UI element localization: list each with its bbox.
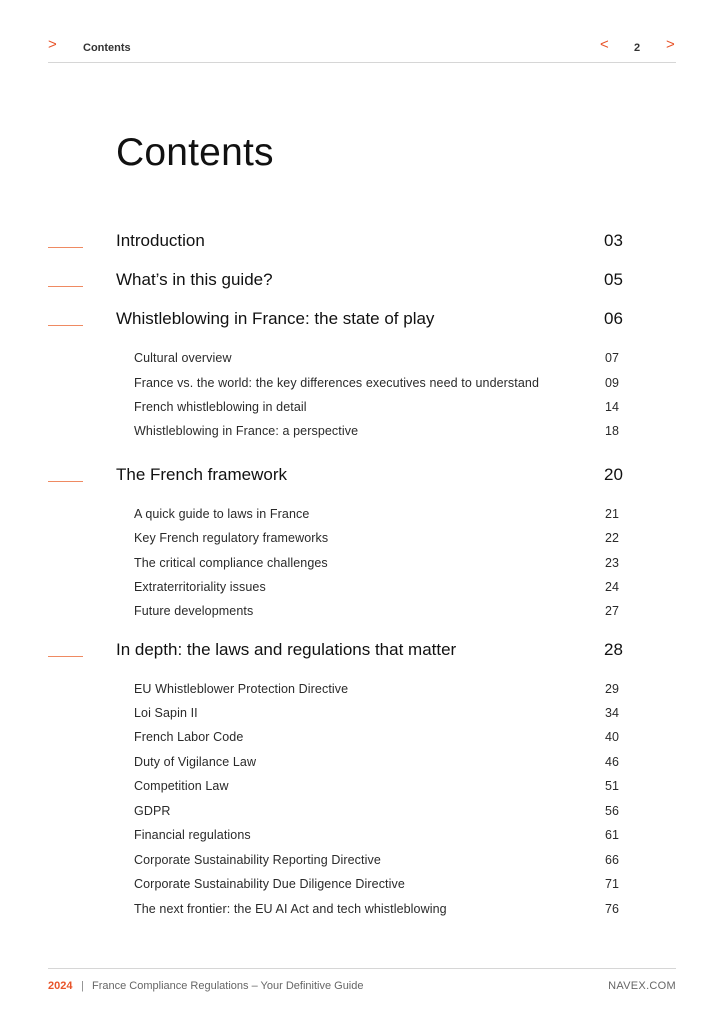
toc-item-label[interactable]: France vs. the world: the key differences executives need to understand (134, 376, 540, 390)
footer-brand-link[interactable]: NAVEX.COM (608, 980, 676, 992)
toc-item-page: 51 (605, 779, 619, 793)
toc-item[interactable] (0, 706, 724, 724)
toc-item[interactable] (0, 804, 724, 822)
section-rule (48, 656, 83, 657)
footer-doc-title: France Compliance Regulations – Your Definitive Guide (92, 980, 364, 992)
section-title[interactable]: Whistleblowing in France: the state of play (116, 309, 435, 328)
footer (48, 968, 676, 999)
section-page: 28 (604, 640, 623, 659)
toc-item-page: 34 (605, 706, 619, 720)
next-page-icon[interactable]: > (666, 36, 675, 53)
toc-item-label[interactable]: Whistleblowing in France: a perspective (134, 424, 359, 438)
toc-item[interactable] (0, 828, 724, 846)
toc-item[interactable] (0, 853, 724, 871)
toc-item-page: 66 (605, 853, 619, 867)
toc-item[interactable] (0, 531, 724, 549)
toc-item-label[interactable]: The critical compliance challenges (134, 556, 328, 570)
toc-section[interactable] (0, 309, 724, 333)
toc-item-page: 61 (605, 828, 619, 842)
toc-section[interactable] (0, 465, 724, 489)
toc-item-page: 56 (605, 804, 619, 818)
toc-section[interactable] (0, 270, 724, 294)
toc-item[interactable] (0, 604, 724, 622)
toc-item-label[interactable]: Extraterritoriality issues (134, 580, 266, 594)
toc-item-page: 46 (605, 755, 619, 769)
toc-item-label[interactable]: Competition Law (134, 779, 229, 793)
toc-item-label[interactable]: Corporate Sustainability Due Diligence Directive (134, 877, 405, 891)
toc-item-page: 71 (605, 877, 619, 891)
toc-item-label[interactable]: French whistleblowing in detail (134, 400, 307, 414)
toc-item[interactable] (0, 424, 724, 442)
header-bar (48, 38, 676, 63)
section-rule (48, 481, 83, 482)
toc-item-label[interactable]: Corporate Sustainability Reporting Directive (134, 853, 381, 867)
toc-item-label[interactable]: Duty of Vigilance Law (134, 755, 257, 769)
toc-item[interactable] (0, 507, 724, 525)
section-page: 06 (604, 309, 623, 328)
toc-item-label[interactable]: Key French regulatory frameworks (134, 531, 329, 545)
toc-item-page: 76 (605, 902, 619, 916)
toc-item-label[interactable]: Loi Sapin II (134, 706, 198, 720)
toc-item[interactable] (0, 902, 724, 920)
toc-item-page: 18 (605, 424, 619, 438)
toc-item-label[interactable]: The next frontier: the EU AI Act and tech whistleblowing (134, 902, 447, 916)
page-number: 2 (634, 42, 641, 54)
toc-item-label[interactable]: A quick guide to laws in France (134, 507, 310, 521)
toc-item[interactable] (0, 580, 724, 598)
toc-item[interactable] (0, 877, 724, 895)
section-page: 05 (604, 270, 623, 289)
section-rule (48, 325, 83, 326)
toc-item-page: 27 (605, 604, 619, 618)
toc-item[interactable] (0, 556, 724, 574)
toc-item-page: 21 (605, 507, 619, 521)
toc-item[interactable] (0, 730, 724, 748)
toc-item-page: 22 (605, 531, 619, 545)
section-rule (48, 286, 83, 287)
toc-item-label[interactable]: Financial regulations (134, 828, 251, 842)
toc-item-label[interactable]: GDPR (134, 804, 171, 818)
section-title[interactable]: What’s in this guide? (116, 270, 273, 289)
section-title[interactable]: Introduction (116, 231, 205, 250)
toc-item-page: 09 (605, 376, 619, 390)
prev-page-icon[interactable]: < (600, 36, 609, 53)
section-page: 20 (604, 465, 623, 484)
toc-item-label[interactable]: Cultural overview (134, 351, 232, 365)
toc-item-label[interactable]: EU Whistleblower Protection Directive (134, 682, 349, 696)
section-rule (48, 247, 83, 248)
toc-item-page: 29 (605, 682, 619, 696)
toc-section[interactable] (0, 231, 724, 255)
toc-item[interactable] (0, 376, 724, 394)
toc-item[interactable] (0, 755, 724, 773)
section-title[interactable]: In depth: the laws and regulations that matter (116, 640, 457, 659)
toc-item-page: 24 (605, 580, 619, 594)
section-page: 03 (604, 231, 623, 250)
section-title[interactable]: The French framework (116, 465, 287, 484)
toc-item-page: 07 (605, 351, 619, 365)
toc-item-page: 23 (605, 556, 619, 570)
breadcrumb: Contents (83, 42, 131, 54)
toc-item-page: 40 (605, 730, 619, 744)
page-title: Contents (116, 131, 274, 174)
toc-item-page: 14 (605, 400, 619, 414)
toc-item-label[interactable]: Future developments (134, 604, 254, 618)
toc-section[interactable] (0, 640, 724, 664)
toc-item[interactable] (0, 779, 724, 797)
toc-item[interactable] (0, 400, 724, 418)
footer-separator: | (81, 980, 84, 992)
toc-item[interactable] (0, 682, 724, 700)
toc-item-label[interactable]: French Labor Code (134, 730, 244, 744)
footer-year: 2024 (48, 980, 73, 992)
chevron-right-icon[interactable]: > (48, 36, 57, 53)
toc-item[interactable] (0, 351, 724, 369)
